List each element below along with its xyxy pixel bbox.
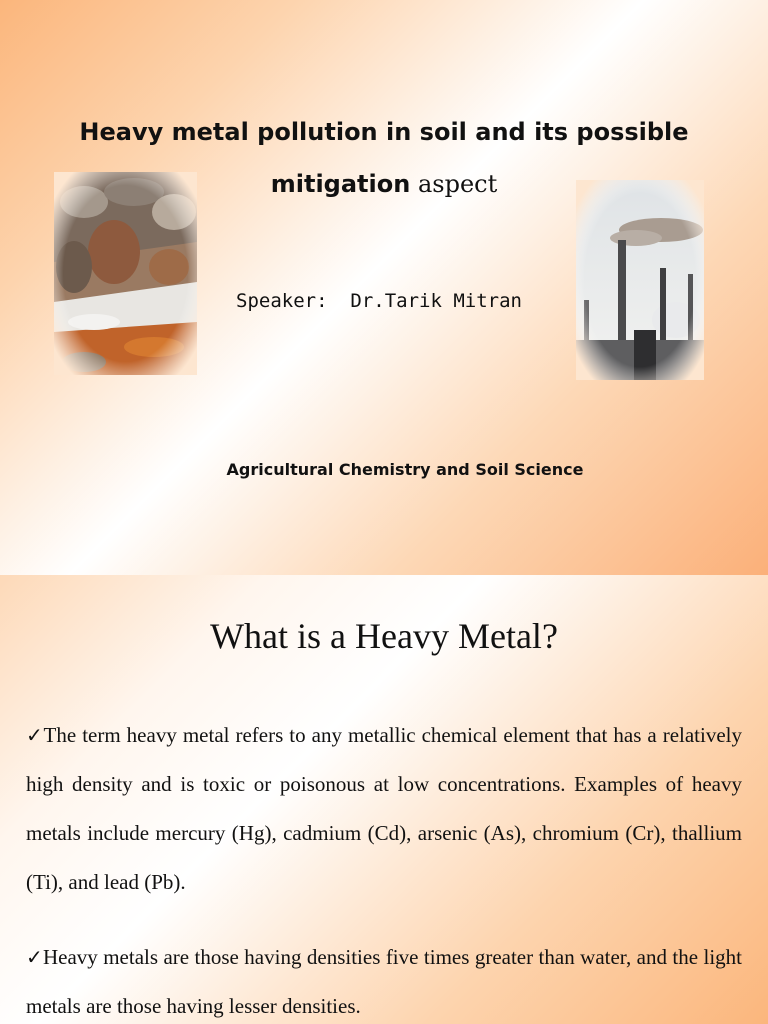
bullet-text-1: The term heavy metal refers to any metallic chemical element that has a relatively high density and is toxic or poisonous at low concentrations. Examples of heavy metals include mercury (Hg), cadmium (Cd), arsenic (As), chromium (Cr), thallium (Ti), and lead (Pb). xyxy=(26,723,742,894)
department-label: Agricultural Chemistry and Soil Science xyxy=(226,460,584,479)
slide-heading: What is a Heavy Metal? xyxy=(210,616,558,656)
slide-title-rest: aspect xyxy=(410,170,498,198)
bullet-paragraph-1 xyxy=(26,711,742,907)
slide-title-bold-word: mitigation xyxy=(270,170,411,198)
smokestacks-image xyxy=(576,180,704,380)
checkmark-icon: ✓ xyxy=(26,945,43,969)
definition-slide xyxy=(0,575,768,1024)
bullet-paragraph-2 xyxy=(26,933,742,1024)
speaker-line: Speaker: Dr.Tarik Mitran xyxy=(236,290,522,312)
slide-title-line-1: Heavy metal pollution in soil and its possible xyxy=(79,118,689,146)
checkmark-icon: ✓ xyxy=(26,723,44,747)
contaminated-soil-image xyxy=(54,172,197,375)
bullet-text-2: Heavy metals are those having densities five times greater than water, and the light metals are those having lesser densities. xyxy=(26,945,742,1018)
